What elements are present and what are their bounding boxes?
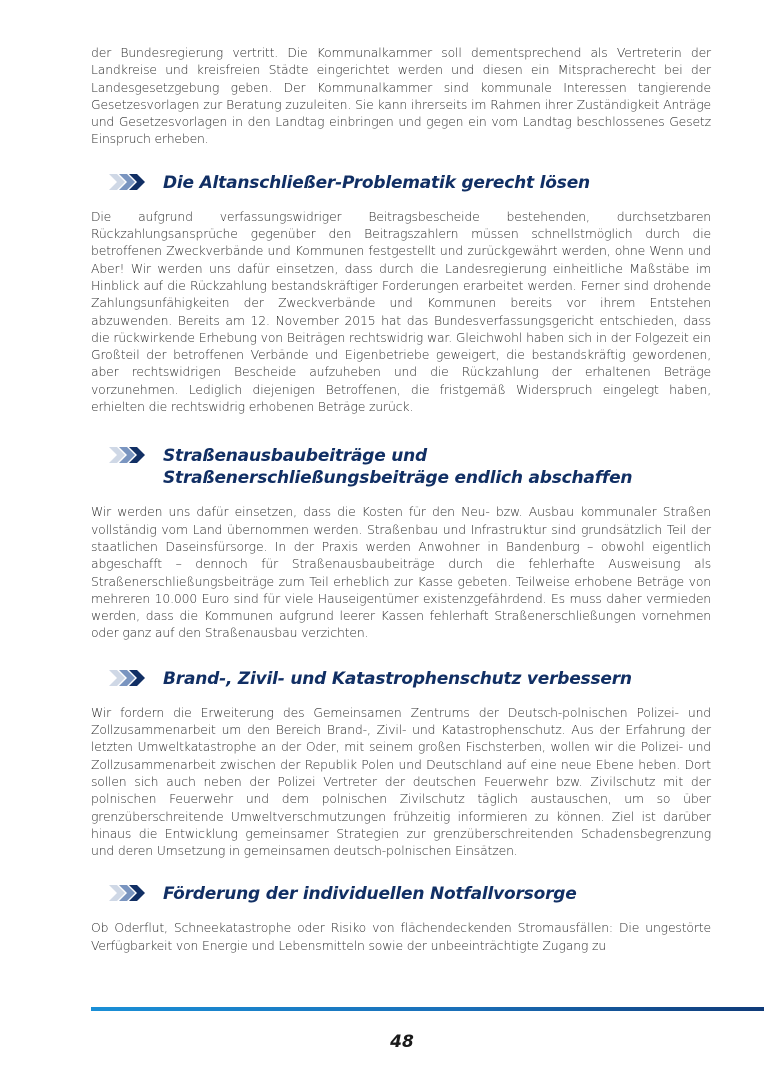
heading-strassen: Straßenausbaubeiträge und Straßenerschließungsbeiträge endlich abschaffen [163, 446, 633, 489]
heading-brandschutz: Brand-, Zivil- und Katastrophenschutz verbessern [163, 668, 632, 689]
double-chevron-icon [109, 670, 147, 686]
heading-notfall: Förderung der individuellen Notfallvorsorge [163, 884, 577, 905]
section-heading-altanschliesser [91, 172, 711, 194]
double-chevron-icon [109, 885, 147, 901]
double-chevron-icon [109, 447, 147, 463]
paragraph-strassen: Wir werden uns dafür einsetzen, dass die Kosten für den Neu- bzw. Ausbau kommunaler Straßen vollständig vom Land übernommen werden. Straßenbau und Infrastruktur sind grundsätzlich Teil der staatlichen Daseinsfürsorge. In der Praxis werden Anwohner in Bandenburg – obwohl eigentlich abgeschafft – dennoch für Straßenausbaubeiträge durch die fehlerhafte Ausweisung als Straßenerschließungsbeiträge zum Teil erheblich zur Kasse gebeten. Teilweise erhobene Beträge von mehreren 10.000 Euro sind für viele Hauseigentümer existenzgefährdend. Es muss daher vermieden werden, dass die Kommunen aufgrund leerer Kassen fehlerhaft Straßenerschließungen vornehmen oder ganz auf den Straßenausbau verzichten. [91, 504, 711, 641]
paragraph-intro: der Bundesregierung vertritt. Die Kommunalkammer soll dementsprechend als Vertreterin der Landkreise und kreisfreien Städte eingerichtet werden und diesen ein Mitspracherecht bei der Landesgesetzgebung geben. Der Kommunalkammer sind kommunale Interessen tangierende Gesetzesvorlagen zur Beratung zuzuleiten. Sie kann ihrerseits im Rahmen ihrer Zuständigkeit Anträge und Gesetzesvorlagen in den Landtag einbringen und gegen ein vom Landtag beschlossenes Gesetz Einspruch erheben. [91, 45, 711, 147]
page-number: 48 [390, 1032, 414, 1052]
heading-altanschliesser: Die Altanschließer-Problematik gerecht lösen [163, 172, 590, 193]
section-heading-strassen [91, 445, 711, 489]
double-chevron-icon [109, 174, 147, 190]
section-heading-notfall [91, 883, 711, 905]
page-content [91, 44, 711, 954]
paragraph-altanschliesser: Die aufgrund verfassungswidriger Beitragsbescheide bestehenden, durchsetzbaren Rückzahlungsansprüche gegenüber den Beitragszahlern müssen schnellstmöglich durch die betroffenen Zweckverbände und Kommunen festgestellt und zurückgewährt werden, ohne Wenn und Aber! Wir werden uns dafür einsetzen, dass durch die Landesregierung einheitliche Maßstäbe im Hinblick auf die Rückzahlung bestandskräftiger Forderungen erarbeitet werden. Ferner sind drohende Zahlungsunfähigkeiten der Zweckverbände und Kommunen bereits vor ihrem Entstehen abzuwenden. Bereits am 12. November 2015 hat das Bundesverfassungsgericht entschieden, dass die rückwirkende Erhebung von Beiträgen rechtswidrig war. Gleichwohl haben sich in der Folgezeit ein Großteil der betroffenen Verbände und Eigenbetriebe geweigert, die bestandskräftig gewordenen, aber rechtswidrigen Bescheide aufzuheben und die Rückzahlung der erhaltenen Beträge vorzunehmen. Lediglich diejenigen Betroffenen, die fristgemäß Widerspruch eingelegt haben, erhielten die rechtswidrig erhobenen Beträge zurück. [91, 208, 711, 415]
paragraph-notfall: Ob Oderflut, Schneekatastrophe oder Risiko von flächendeckenden Stromausfällen: Die ungestörte Verfügbarkeit von Energie und Lebensmitteln sowie der unbeeinträchtigte Zugang zu [91, 920, 711, 953]
section-heading-brandschutz [91, 668, 711, 690]
footer-divider [91, 1007, 764, 1011]
paragraph-brandschutz: Wir fordern die Erweiterung des Gemeinsamen Zentrums der Deutsch-polnischen Polizei- und Zollzusammenarbeit um den Bereich Brand-, Zivil- und Katastrophenschutz. Aus der Erfahrung der letzten Umweltkatastrophe an der Oder, mit seinem großen Fischsterben, wollen wir die Polizei- und Zollzusammenarbeit zwischen der Republik Polen und Deutschland auf eine neue Ebene heben. Dort sollen sich auch neben der Polizei Vertreter der deutschen Feuerwehr bzw. Zivilschutz mit der polnischen Feuerwehr und dem polnischen Zivilschutz täglich austauschen, um so über grenzüberschreitende Umweltverschmutzungen frühzeitig informieren zu können. Ziel ist darüber hinaus die Entwicklung gemeinsamer Strategien zur grenzüberschreitenden Schadensbegrenzung und deren Umsetzung in gemeinsamen deutsch-polnischen Einsätzen. [91, 704, 711, 859]
